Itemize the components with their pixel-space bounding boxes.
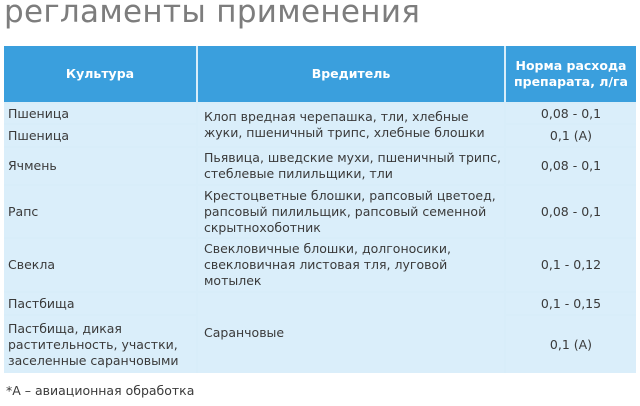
- header-crop: Культура: [4, 46, 196, 102]
- header-rate: Норма расхода препарата, л/га: [506, 46, 636, 102]
- crop-cell: Пастбища, дикая растительность, участки, заселенные саранчовыми: [4, 316, 196, 373]
- crop-cell: Рапс: [4, 186, 196, 237]
- pest-cell: Крестоцветные блошки, рапсовый цветоед, рапсовый пилильщик, рапсовый семенной скрытнохоботник: [198, 186, 504, 237]
- pest-cell: Пьявица, шведские мухи, пшеничный трипс, стеблевые пилильщики, тли: [198, 148, 504, 184]
- rate-cell: 0,08 - 0,1: [506, 104, 636, 123]
- crop-cell: Пшеница: [4, 104, 196, 123]
- rate-cell: 0,1 (А): [506, 125, 636, 146]
- crop-cell: Свекла: [4, 239, 196, 291]
- footnote: *А – авиационная обработка: [6, 383, 195, 398]
- crop-cell: Пастбища: [4, 293, 196, 314]
- rate-cell: 0,08 - 0,1: [506, 148, 636, 184]
- regulations-table: [4, 46, 636, 373]
- header-pest: Вредитель: [198, 46, 504, 102]
- pest-cell: Клоп вредная черепашка, тли, хлебные жуки, пшеничный трипс, хлебные блошки: [198, 104, 504, 146]
- rate-cell: 0,1 - 0,15: [506, 293, 636, 314]
- rate-cell: 0,1 - 0,12: [506, 239, 636, 291]
- rate-cell: 0,08 - 0,1: [506, 186, 636, 237]
- pest-cell: Саранчовые: [198, 293, 504, 373]
- crop-cell: Ячмень: [4, 148, 196, 184]
- rate-cell: 0,1 (А): [506, 316, 636, 373]
- page-title: регламенты применения: [4, 0, 421, 30]
- crop-cell: Пшеница: [4, 125, 196, 146]
- pest-cell: Свекловичные блошки, долгоносики, свекловичная листовая тля, луговой мотылек: [198, 239, 504, 291]
